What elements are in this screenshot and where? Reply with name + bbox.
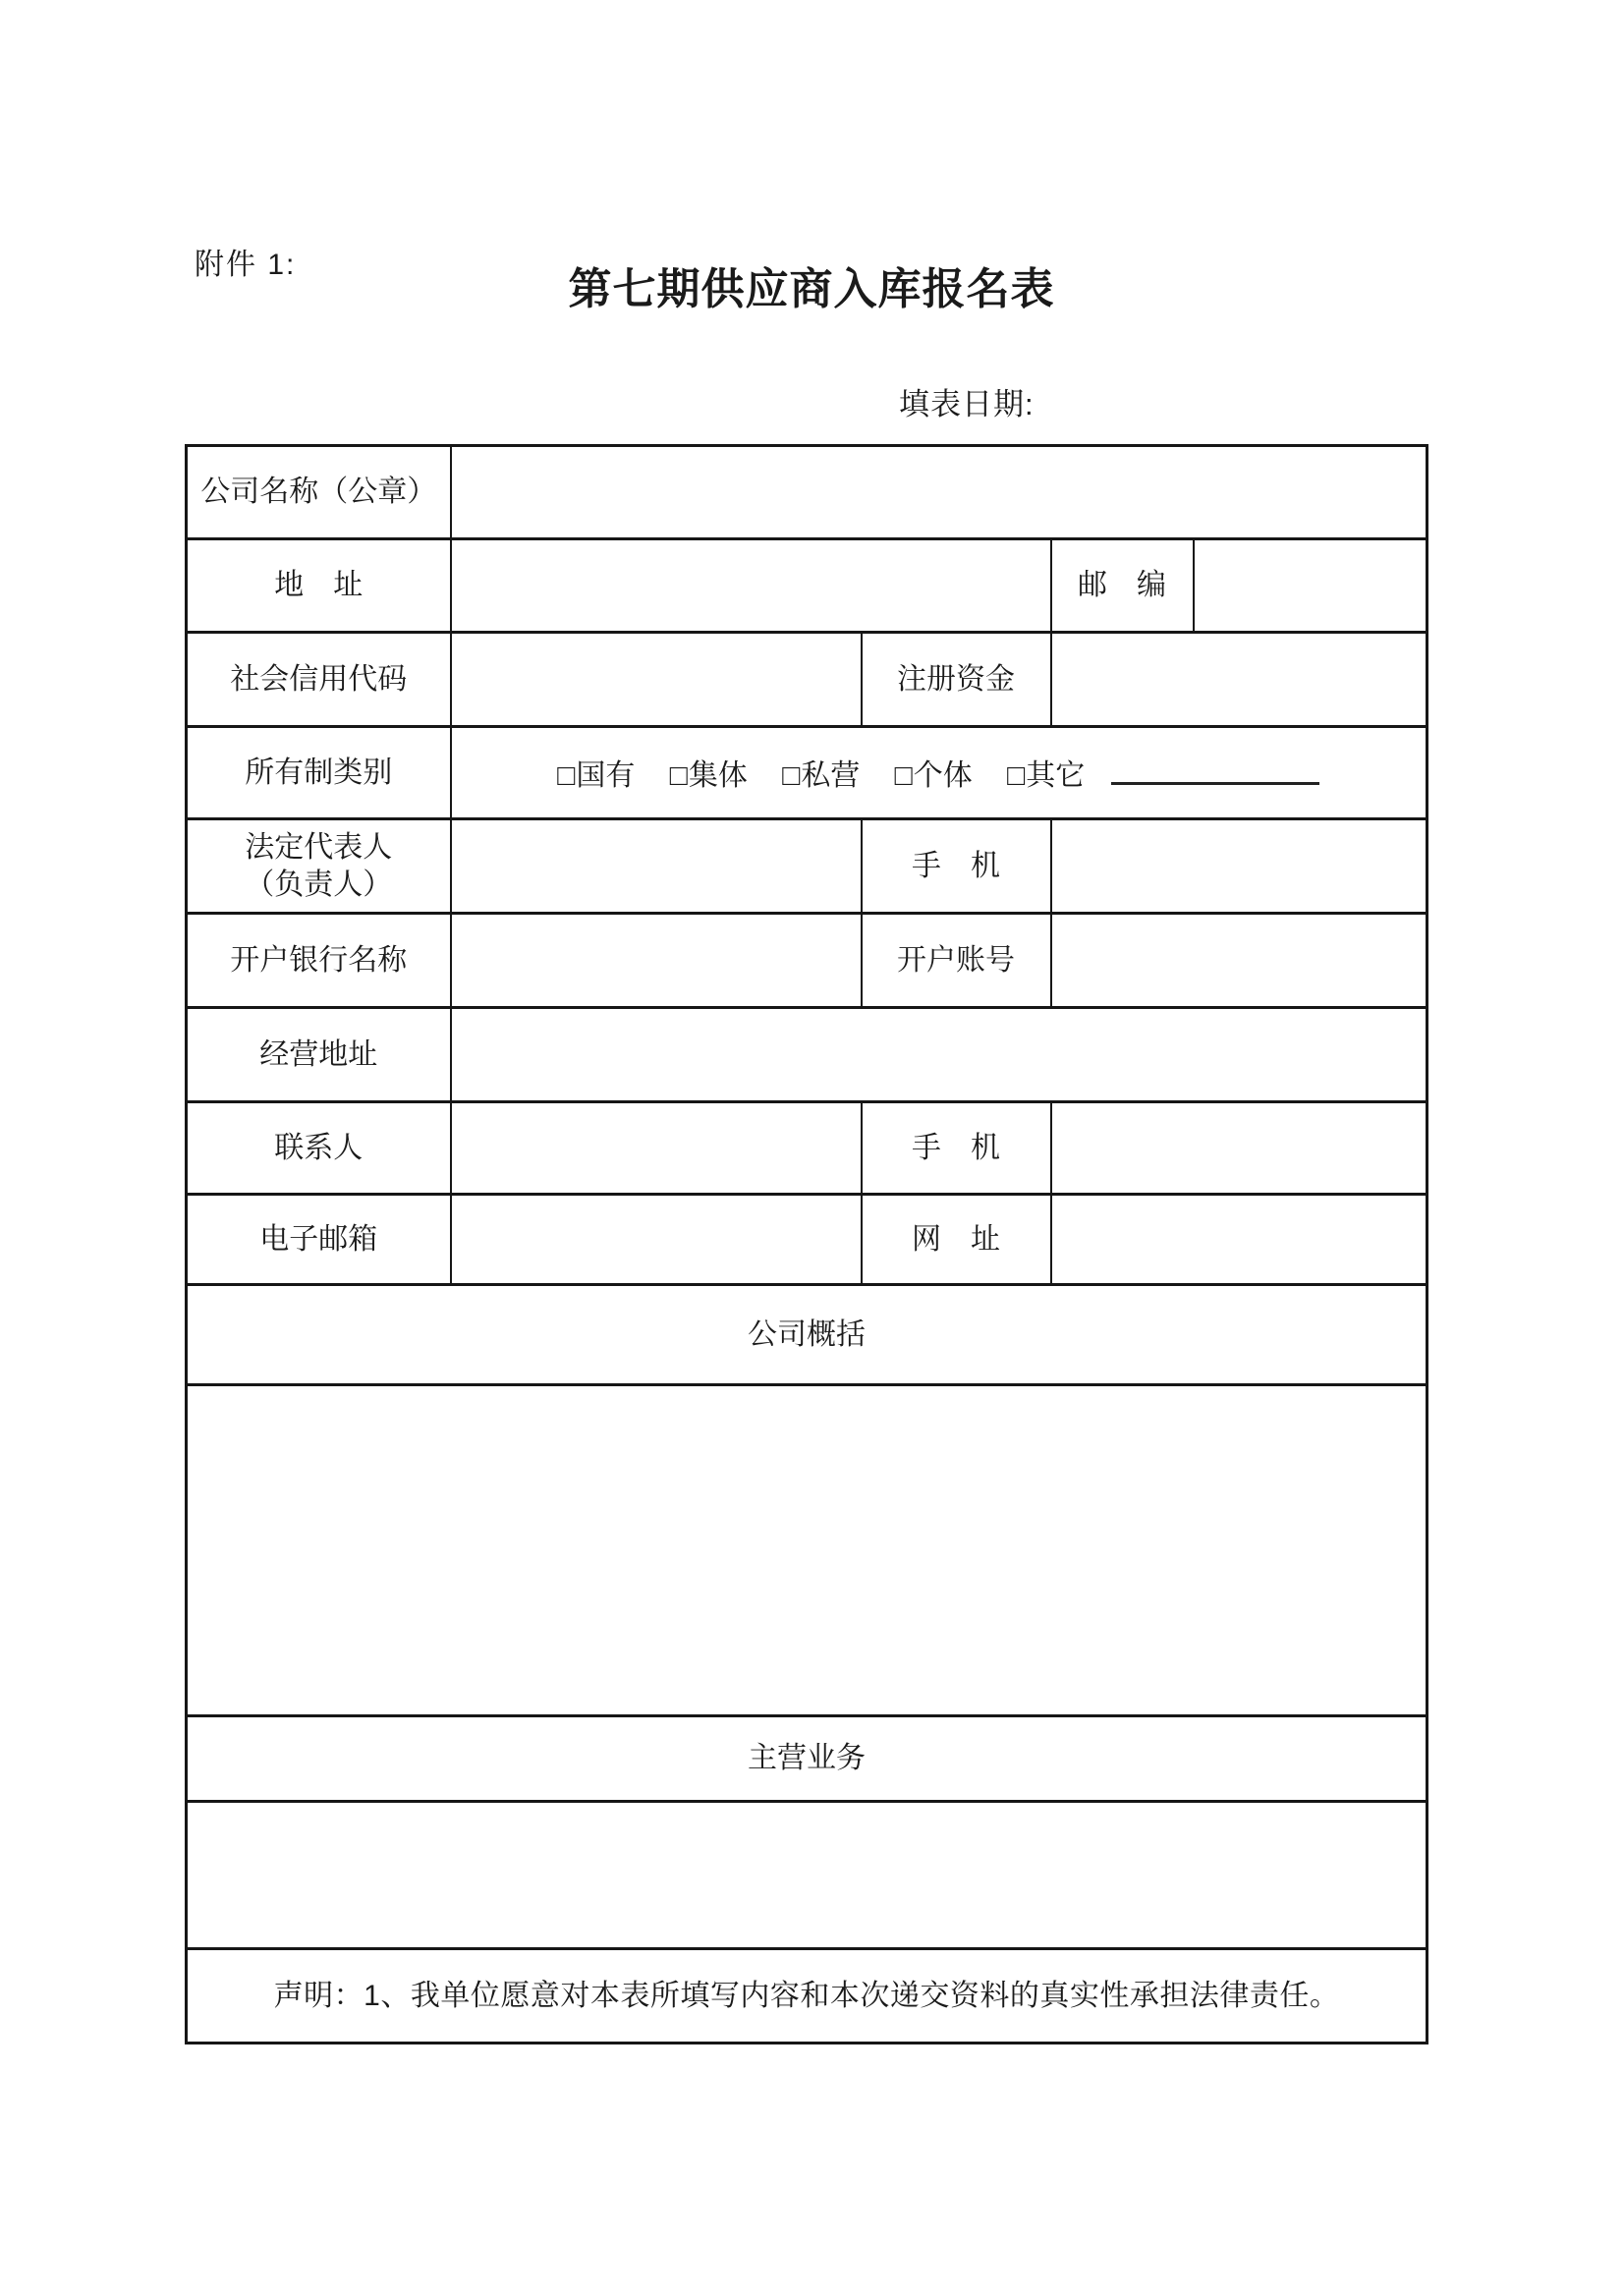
business-address-input[interactable]	[451, 1008, 1427, 1102]
legal-rep-input[interactable]	[451, 819, 862, 914]
checkbox-option-collective[interactable]	[670, 757, 748, 795]
checkbox-icon[interactable]: □	[669, 759, 688, 792]
postcode-label: 邮 编	[1051, 539, 1194, 633]
contact-input[interactable]	[451, 1102, 862, 1195]
row-main-business-body	[187, 1802, 1427, 1949]
legal-rep-label-line1: 法定代表人	[245, 831, 393, 864]
declaration-text: 声明：1、我单位愿意对本表所填写内容和本次递交资料的真实性承担法律责任。	[187, 1949, 1427, 2044]
checkbox-option-label: 个体	[913, 759, 973, 792]
bank-name-label: 开户银行名称	[187, 914, 451, 1008]
email-input[interactable]	[451, 1195, 862, 1285]
legal-rep-mobile-label: 手 机	[862, 819, 1051, 914]
row-email	[187, 1195, 1427, 1285]
checkbox-icon[interactable]: □	[1007, 759, 1026, 792]
contact-mobile-label: 手 机	[862, 1102, 1051, 1195]
fill-date-label: 填表日期:	[899, 387, 1035, 421]
row-address	[187, 539, 1427, 633]
bank-account-input[interactable]	[1051, 914, 1427, 1008]
row-contact	[187, 1102, 1427, 1195]
checkbox-option-private[interactable]	[782, 757, 860, 795]
address-input[interactable]	[451, 539, 1051, 633]
row-credit-code	[187, 633, 1427, 727]
row-declaration	[187, 1949, 1427, 2044]
website-label: 网 址	[862, 1195, 1051, 1285]
postcode-input[interactable]	[1194, 539, 1427, 633]
checkbox-option-state-owned[interactable]	[557, 757, 635, 795]
address-label: 地 址	[187, 539, 451, 633]
company-profile-header: 公司概括	[187, 1285, 1427, 1385]
legal-rep-mobile-input[interactable]	[1051, 819, 1427, 914]
row-main-business-header	[187, 1716, 1427, 1802]
row-company-name	[187, 446, 1427, 539]
ownership-other-input[interactable]	[1111, 752, 1319, 786]
checkbox-option-label: 私营	[801, 759, 861, 792]
registered-capital-input[interactable]	[1051, 633, 1427, 727]
bank-account-label: 开户账号	[862, 914, 1051, 1008]
checkbox-option-label: 其它	[1026, 759, 1086, 792]
attachment-label: 附件 1:	[195, 249, 297, 281]
credit-code-input[interactable]	[451, 633, 862, 727]
company-profile-input[interactable]	[187, 1385, 1427, 1716]
main-business-header: 主营业务	[187, 1716, 1427, 1802]
row-business-address	[187, 1008, 1427, 1102]
company-name-input[interactable]	[451, 446, 1427, 539]
row-ownership	[187, 727, 1427, 819]
checkbox-option-label: 国有	[576, 759, 636, 792]
page-title: 第七期供应商入库报名表	[568, 265, 1055, 313]
checkbox-icon[interactable]: □	[782, 759, 801, 792]
checkbox-option-other[interactable]	[1007, 757, 1085, 795]
contact-label: 联系人	[187, 1102, 451, 1195]
registered-capital-label: 注册资金	[862, 633, 1051, 727]
email-label: 电子邮箱	[187, 1195, 451, 1285]
website-input[interactable]	[1051, 1195, 1427, 1285]
checkbox-icon[interactable]: □	[557, 759, 576, 792]
legal-rep-label-line2: （负责人）	[245, 868, 393, 901]
row-bank	[187, 914, 1427, 1008]
row-company-profile-body	[187, 1385, 1427, 1716]
row-legal-rep	[187, 819, 1427, 914]
company-name-label: 公司名称（公章）	[187, 446, 451, 539]
ownership-label: 所有制类别	[187, 727, 451, 819]
checkbox-option-individual[interactable]	[895, 757, 973, 795]
ownership-options	[451, 727, 1427, 819]
row-company-profile-header	[187, 1285, 1427, 1385]
legal-rep-label	[187, 819, 451, 914]
checkbox-icon[interactable]: □	[894, 759, 913, 792]
supplier-registration-form-table	[185, 444, 1428, 2044]
main-business-input[interactable]	[187, 1802, 1427, 1949]
business-address-label: 经营地址	[187, 1008, 451, 1102]
credit-code-label: 社会信用代码	[187, 633, 451, 727]
contact-mobile-input[interactable]	[1051, 1102, 1427, 1195]
checkbox-option-label: 集体	[688, 759, 748, 792]
bank-name-input[interactable]	[451, 914, 862, 1008]
